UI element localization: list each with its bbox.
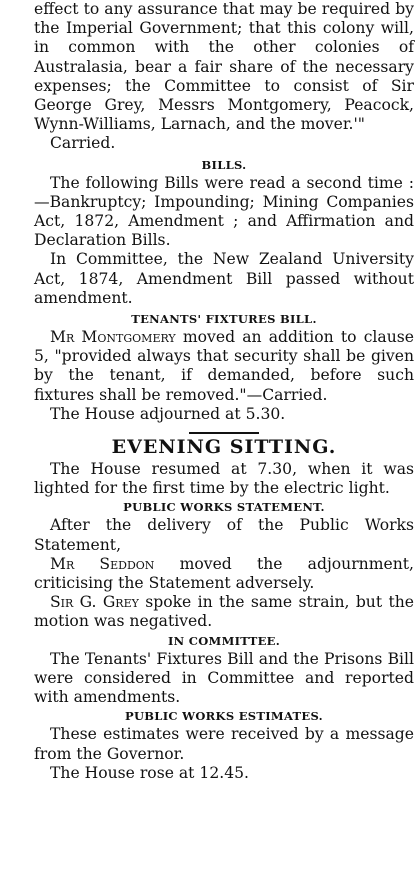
- prisons-bill-paragraph: The Tenants' Fixtures Bill and the Prisons Bill were considered in Committee and reported with amendments.: [34, 649, 414, 707]
- grey-paragraph: [34, 593, 414, 631]
- adjourned-paragraph: The House adjourned at 5.30.: [50, 404, 286, 423]
- speaker-text: moved an addition to clause 5, "provided always that security shall be given by the tenant, if demanded, before such fixtures shall be removed."—Carried.: [34, 328, 414, 404]
- speaker-text: spoke in the same strain, but the motion was negatived.: [34, 593, 414, 631]
- heading-evening-sitting: EVENING SITTING.: [111, 436, 337, 459]
- speaker-name: Sir G. Grey: [50, 593, 139, 612]
- estimates-paragraph: These estimates were received by a message from the Governor.: [34, 725, 414, 763]
- house-rose-paragraph: The House rose at 12.45.: [50, 763, 249, 782]
- speaker-name: Mr Seddon: [50, 554, 155, 573]
- speaker-text: moved the adjournment, criticising the Statement adversely.: [34, 554, 414, 593]
- montgomery-paragraph: [34, 328, 414, 405]
- motion-text-paragraph: effect to any assurance that may be required by the Imperial Government; that this colony will, in common with the other colonies of Australasia, bear a fair share of the necessary expenses; the Committee to consist of Sir George Grey, Messrs Montgomery, Peacock, Wynn-Williams, Larnach, and the mover.'": [34, 0, 414, 134]
- heading-bills: BILLS.: [201, 157, 247, 172]
- resumed-paragraph: The House resumed at 7.30, when it was lighted for the first time by the electric light.: [34, 460, 414, 498]
- speaker-name: Mr Montgomery: [50, 328, 176, 347]
- heading-in-committee: IN COMMITTEE.: [167, 633, 281, 648]
- delivery-paragraph: After the delivery of the Public Works Statement,: [34, 516, 414, 554]
- heading-public-works-statement: PUBLIC WORKS STATEMENT.: [123, 500, 325, 515]
- bills-read-paragraph: The following Bills were read a second time :—Bankruptcy; Impounding; Mining Companies Act, 1872, Amendment ; and Affirmation and Declaration Bills.: [34, 173, 414, 250]
- section-divider: [189, 432, 259, 434]
- carried-line: Carried.: [50, 134, 116, 153]
- heading-tenants-fixtures: TENANTS' FIXTURES BILL.: [131, 312, 317, 327]
- seddon-paragraph: [34, 555, 414, 593]
- committee-paragraph: In Committee, the New Zealand University Act, 1874, Amendment Bill passed without amendment.: [34, 250, 414, 307]
- heading-public-works-estimates: PUBLIC WORKS ESTIMATES.: [125, 709, 323, 724]
